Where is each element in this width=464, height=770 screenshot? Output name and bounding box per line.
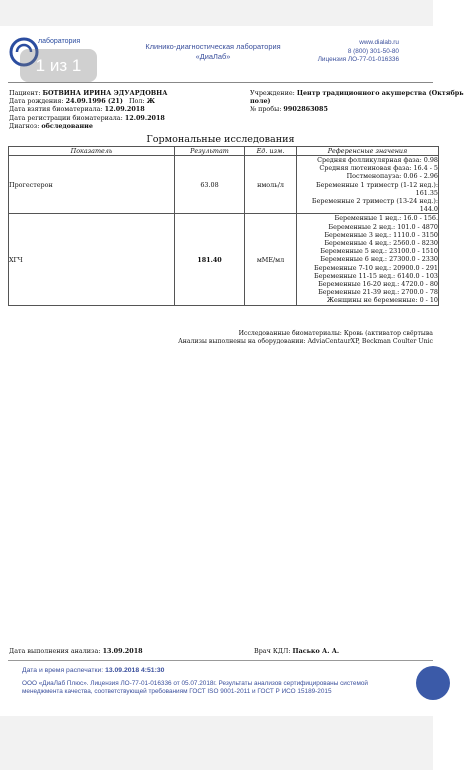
legal-line1: ООО «ДиаЛаб Плюс». Лицензия ЛО-77-01-016336 от 05.07.2018г. Результаты анализов сертифицированы системой <box>22 680 368 687</box>
institution-cont: поле) <box>250 97 271 106</box>
reference-line: Средняя фолликулярная фаза: 0.98 <box>317 156 438 164</box>
reference-line: Беременные 5 нед.: 23100.0 - 1510 <box>320 247 438 256</box>
reference-line: Беременные 7-10 нед.: 20900.0 - 291 <box>314 263 438 272</box>
website: www.dialab.ru <box>359 39 399 46</box>
unit-cell: мМЕ/мл <box>245 214 297 305</box>
facility-info <box>250 89 464 114</box>
header-unit: Ед. изм. <box>245 147 297 156</box>
reference-line: Беременные 11-15 нед.: 6140.0 - 103 <box>314 271 438 280</box>
legal-line2: менеджмента качества, соответствующей требованиям ГОСТ ISO 9001-2011 и ГОСТ Р ИСО 15189-2015 <box>22 688 332 696</box>
reference-cell <box>297 156 439 214</box>
results-table <box>8 146 439 306</box>
reg-date-label: Дата регистрации биоматериала: <box>9 113 123 122</box>
institution: Центр традиционного акушерства (Октябрь <box>296 89 464 97</box>
reference-line: Женщины не беременные: 0 - 10 <box>326 296 438 305</box>
result-cell: 63.08 <box>175 156 245 214</box>
equipment-note: Анализы выполнены на оборудовании: AdviaCentaurXP, Beckman Coulter Unic <box>178 338 433 346</box>
certification-badge-icon <box>416 666 450 700</box>
reference-line: Средняя лютеиновая фаза: 16.4 - 5 <box>319 164 438 173</box>
print-label: Дата и время распечатки: <box>22 667 104 674</box>
diagnosis: обследование <box>41 121 93 130</box>
completion-date <box>9 647 143 655</box>
sample-no-label: № пробы: <box>250 105 282 114</box>
institution-label: Учреждение: <box>250 89 295 97</box>
reference-line: Беременные 6 нед.: 27300.0 - 2330 <box>320 255 438 264</box>
phone: 8 (800) 301-50-80 <box>347 47 399 55</box>
header-reference: Референсные значения <box>297 147 439 156</box>
biomaterial-note: Исследованные биоматериалы: Кровь (активатор свёртыва <box>238 330 433 337</box>
header-result: Результат <box>175 147 245 156</box>
reference-line: 144.0 <box>419 205 438 214</box>
doctor-name: Пасько А. А. <box>292 647 340 655</box>
header-divider <box>8 82 433 83</box>
indicator-cell: ХГЧ <box>9 214 175 305</box>
completion-date-value: 13.09.2018 <box>102 647 143 655</box>
lab-title-line2: «ДиаЛаб» <box>195 52 231 61</box>
reference-line: Беременные 21-39 нед.: 2700.0 - 78 <box>318 288 438 297</box>
lab-title-line1: Клинико-диагностическая лаборатория <box>145 42 281 51</box>
diagnosis-label: Диагноз: <box>9 121 40 130</box>
lab-contacts <box>318 39 399 65</box>
result-cell: 181.40 <box>175 214 245 305</box>
legal-footer <box>22 680 412 696</box>
sex: Ж <box>146 97 156 106</box>
patient-info <box>9 89 167 130</box>
print-datetime <box>22 667 164 674</box>
reference-line: Беременные 3 нед.: 1110.0 - 3150 <box>324 230 438 239</box>
dob: 24.09.1996 (21) <box>65 97 123 106</box>
section-title: Гормональные исследования <box>146 134 295 145</box>
reference-line: Беременные 4 нед.: 2560.0 - 8230 <box>324 239 438 248</box>
reg-date: 12.09.2018 <box>124 113 165 122</box>
doctor-label: Врач КДЛ: <box>254 647 291 655</box>
analysis-notes <box>178 330 433 346</box>
unit-cell: нмоль/л <box>245 156 297 214</box>
print-value: 13.09.2018 4:51:30 <box>105 667 165 674</box>
page-counter: 1 из 1 <box>20 49 97 82</box>
patient-name-label: Пациент: <box>9 89 41 97</box>
logo-text: лаборатория <box>38 38 81 45</box>
license: Лицензия ЛО-77-01-016336 <box>317 56 399 63</box>
reference-line: Беременные 16-20 нед.: 4720.0 - 80 <box>318 280 438 289</box>
reference-line: Беременные 2 триместр (13-24 нед.): <box>311 197 438 206</box>
sample-date: 12.09.2018 <box>104 105 145 114</box>
reference-line: Беременные 2 нед.: 101.0 - 4870 <box>328 222 438 231</box>
lab-title <box>118 42 308 62</box>
table-row <box>9 156 439 214</box>
reference-cell <box>297 214 439 305</box>
doctor-signature <box>254 647 339 655</box>
indicator-cell: Прогестерон <box>9 156 175 214</box>
completion-date-label: Дата выполнения анализа: <box>9 647 101 655</box>
table-row <box>9 214 439 305</box>
dob-label: Дата рождения: <box>9 97 64 106</box>
footer-divider <box>8 660 433 661</box>
reference-line: Беременные 1 нед.: 16.0 - 156. <box>334 214 438 223</box>
viewer-bottom-bar <box>0 716 433 770</box>
sex-label: Пол: <box>128 97 145 106</box>
reference-line: Постменопауза: 0.06 - 2.96 <box>346 172 438 181</box>
table-header-row <box>9 147 439 156</box>
viewer-top-bar <box>0 0 433 26</box>
reference-line: Беременные 1 триместр (1-12 нед.): <box>315 180 438 189</box>
sample-date-label: Дата взятия биоматериала: <box>9 105 103 114</box>
sample-no: 9902863085 <box>283 105 328 114</box>
reference-line: 161.35 <box>415 188 438 197</box>
patient-name: БОТВИНА ИРИНА ЭДУАРДОВНА <box>42 89 168 97</box>
header-indicator: Показатель <box>9 147 175 156</box>
